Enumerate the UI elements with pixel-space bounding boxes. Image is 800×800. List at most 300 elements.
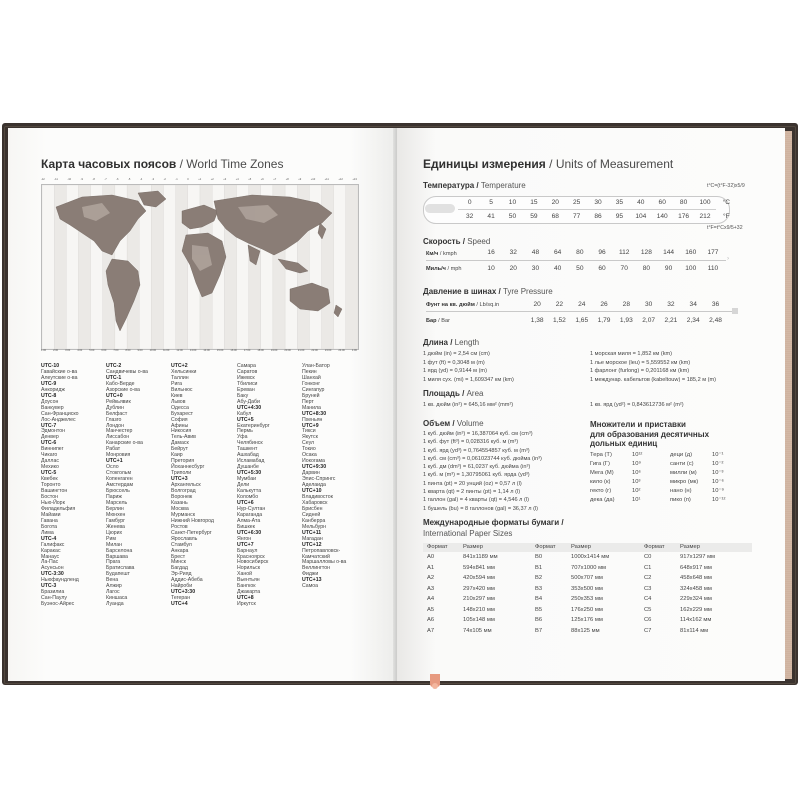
celsius-value: 100: [699, 199, 711, 206]
utc-offset-label: UTC-9: [41, 380, 57, 387]
bar-value: 2,21: [664, 317, 678, 324]
local-time-tick: 12:00: [176, 349, 183, 352]
city-name: Екатеринбург: [237, 422, 270, 429]
paper-size-table: [640, 543, 752, 636]
prefix-name: Мега (М): [590, 470, 614, 476]
celsius-value: 15: [530, 199, 538, 206]
city-name: Амстердам: [106, 482, 134, 489]
prefixes-heading-line: дольных единиц: [590, 439, 658, 448]
city-name: Брест: [171, 553, 186, 560]
fahrenheit-value: 104: [635, 213, 647, 220]
volume-conversion: 1 куб. см (cm³) = 0,061023744 куб. дюйма (in³): [423, 455, 542, 462]
city-name: Якутск: [302, 434, 318, 441]
utc-offset-tick: -6: [116, 178, 119, 181]
utc-offset-label: UTC+11: [302, 529, 322, 536]
local-time-tick: 4:00: [77, 349, 83, 352]
city-name: Камчатский: [302, 553, 330, 560]
bar-value: 1,65: [575, 317, 589, 324]
paper-format: C5: [644, 606, 652, 613]
mph-value: 40: [553, 265, 562, 272]
prefix-row: [670, 496, 725, 505]
page-edges: [785, 131, 792, 679]
city-name: Тель-Авив: [171, 434, 196, 441]
city-name: Перт: [302, 398, 314, 405]
prefix-row: [590, 451, 642, 460]
world-map: [41, 184, 359, 350]
mph-values: [480, 265, 724, 272]
city-name: Петропавловск-: [302, 547, 341, 554]
city-name: Брюссель: [106, 488, 130, 495]
bar-value: 2,07: [642, 317, 656, 324]
mph-value: 10: [487, 265, 495, 272]
fahrenheit-value: 176: [678, 213, 690, 220]
volume-conversion: 1 пинта (pt) = 20 унций (oz) = 0,57 л (l): [423, 480, 522, 487]
paper-table-header: [423, 543, 535, 552]
city-name: Кабо-Верде: [106, 380, 135, 387]
celsius-value: 30: [594, 199, 602, 206]
paper-dimensions: 648x917 мм: [680, 564, 712, 571]
utc-offset-tick: +6: [260, 178, 264, 181]
city-name: Осака: [302, 452, 317, 459]
local-time-tick: 3:00: [65, 349, 71, 352]
prefix-factor: 10⁻²: [712, 461, 724, 467]
paper-format: B6: [535, 617, 543, 623]
city-name: Львов: [171, 398, 186, 405]
format-column-header: Формат: [535, 544, 556, 550]
city-name: Эдмонтон: [41, 428, 65, 435]
city-name: Воронеж: [171, 493, 193, 500]
city-name: Дели: [237, 482, 250, 489]
city-name: Таллин: [171, 374, 189, 381]
utc-offset-label: UTC+7: [237, 541, 254, 548]
psi-value: 28: [622, 301, 630, 308]
local-time-tick: 15:00: [216, 349, 224, 352]
city-name: Никосия: [171, 428, 192, 435]
paper-sizes-heading-en: International Paper Sizes: [423, 529, 513, 538]
utc-offset-tick: -1: [175, 178, 178, 181]
city-name: Берлин: [106, 505, 124, 512]
local-time-tick: 9:00: [137, 349, 143, 352]
paper-size-row: [640, 626, 752, 637]
city-name: Магадан: [302, 535, 323, 542]
city-name: Асунсьон: [41, 565, 64, 572]
city-name: Норильск: [237, 565, 261, 572]
volume-conversions: [423, 430, 542, 513]
city-name: Казань: [171, 499, 188, 506]
city-name: Рабат: [106, 446, 121, 453]
paper-size-row: [531, 552, 643, 563]
local-time-tick: 5:00: [89, 349, 95, 352]
city-name: Веллингтон: [302, 565, 330, 572]
volume-conversion: 1 куб. дм (dm³) = 61,0237 куб. дюйма (in³): [423, 464, 531, 471]
time-zone-band: [346, 185, 358, 349]
celsius-value: °C: [722, 199, 731, 206]
city-name: Элис-Спрингс: [302, 476, 336, 483]
celsius-values: [459, 199, 737, 206]
local-time-tick: 2:00: [53, 349, 59, 352]
city-name: Лондон: [106, 422, 124, 429]
city-name: Челябинск: [237, 440, 263, 447]
utc-offset-label: UTC+6:30: [237, 529, 262, 536]
city-name: Азорские о-ва: [106, 386, 140, 393]
city-name: Санкт-Петербург: [171, 529, 212, 536]
time-zone-column: [237, 364, 270, 608]
prefix-factor: 10²: [632, 488, 641, 494]
city-name: Лагос: [106, 589, 120, 596]
paper-format: A7: [427, 627, 435, 634]
utc-offset-label: UTC+3: [171, 476, 188, 483]
city-name: Уфа: [237, 434, 248, 441]
paper-dimensions: 707x1000 мм: [571, 564, 607, 571]
paper-size-row: [531, 594, 643, 605]
kmph-value: 96: [598, 249, 606, 256]
utc-offset-tick: +10: [310, 178, 316, 181]
city-name: Найроби: [171, 583, 193, 590]
city-name: Варшава: [106, 553, 128, 560]
prefix-factor: 10⁻⁶: [712, 479, 724, 485]
city-name: Бухарест: [171, 410, 194, 417]
city-name: Осло: [106, 464, 119, 471]
city-name: Дублин: [106, 404, 124, 411]
paper-size-row: [640, 573, 752, 584]
utc-offset-label: UTC+5: [237, 416, 254, 423]
city-name: Караганда: [237, 511, 263, 518]
kmph-value: 32: [509, 249, 517, 256]
celsius-value: 25: [572, 199, 581, 206]
utc-offset-tick: -2: [163, 178, 166, 181]
utc-offset-label: UTC+12: [302, 541, 322, 548]
fahrenheit-value: 77: [572, 213, 581, 220]
city-name: Токио: [302, 446, 316, 453]
prefix-row: [590, 469, 642, 478]
psi-value: 22: [555, 301, 564, 308]
kmph-label: Км/ч / kmph: [426, 251, 457, 257]
local-time-tick: 19:00: [270, 349, 278, 352]
city-name: Филадельфия: [41, 505, 76, 512]
prefixes-multiples: [590, 451, 642, 505]
city-name: Пермь: [237, 428, 253, 435]
paper-size-table: [531, 543, 643, 636]
world-time-zones-title: Карта часовых поясов / World Time Zones: [41, 157, 284, 171]
paper-dimensions: 162x229 мм: [680, 606, 712, 613]
fahrenheit-value: 212: [699, 213, 711, 220]
city-name: Сандвичевы о-ва: [106, 368, 148, 375]
paper-size-row: [423, 563, 535, 574]
psi-value: 36: [711, 301, 720, 308]
bar-value: 1,52: [553, 317, 566, 324]
city-name: Самара: [237, 363, 256, 369]
city-name: Триполи: [171, 470, 192, 477]
city-name: Рим: [106, 535, 116, 542]
city-name: Майами: [41, 511, 61, 518]
prefix-factor: 10¹: [632, 497, 641, 503]
city-name: Гавана: [41, 517, 58, 524]
city-name: Ростов: [171, 523, 188, 530]
bar-label: Бар / Bar: [426, 318, 450, 324]
time-zone-column: [106, 364, 148, 608]
city-name: Алма-Ата: [237, 517, 261, 524]
psi-value: 20: [533, 301, 541, 308]
speed-scale-line: [426, 260, 726, 261]
paper-dimensions: 114x162 мм: [680, 617, 712, 623]
local-time-tick: 17:00: [243, 349, 251, 352]
fahrenheit-value: 41: [487, 213, 495, 220]
mph-value: 30: [531, 265, 540, 272]
length-conversion: 1 дюйм (in) = 2,54 см (cm): [423, 351, 490, 357]
city-name: Ижевск: [237, 374, 255, 381]
paper-format: A1: [427, 564, 435, 571]
utc-offset-label: UTC+3:30: [171, 589, 196, 596]
paper-format: C4: [644, 596, 652, 602]
length-conversion: 1 междунар. кабельтов (kabeltouw) = 185,2 м (m): [590, 376, 717, 383]
paper-format: A0: [427, 554, 435, 560]
city-name: Пхеньян: [302, 416, 323, 423]
celsius-value: 60: [658, 199, 666, 206]
prefix-row: [670, 460, 725, 469]
local-time-tick: 6:00: [101, 349, 107, 352]
city-name: Буэнос-Айрес: [41, 601, 75, 608]
length-conversion: 1 ярд (yd) = 0,9144 м (m): [423, 368, 487, 375]
utc-offset-label: UTC+10: [302, 488, 322, 495]
city-name: Саратов: [237, 368, 258, 375]
city-name: Стамбул: [171, 541, 192, 548]
city-name: Стокгольм: [106, 470, 132, 477]
paper-dimensions: 250x353 мм: [571, 596, 603, 602]
city-name: Вена: [106, 577, 119, 584]
paper-dimensions: 500x707 мм: [571, 575, 603, 581]
fahrenheit-values: [459, 213, 737, 220]
paper-dimensions: 176x250 мм: [571, 606, 603, 613]
city-name: Сеул: [302, 440, 315, 447]
city-name: Ярославль: [171, 535, 198, 542]
kmph-value: 80: [576, 249, 584, 256]
city-name: Эр-Рияд: [171, 571, 192, 578]
paper-dimensions: 324x458 мм: [680, 585, 712, 592]
utc-offset-tick: +7: [273, 178, 277, 181]
paper-dimensions: 594x841 мм: [463, 564, 495, 571]
paper-size-row: [640, 563, 752, 574]
local-time-tick: 1:00: [351, 349, 357, 352]
temperature-heading: Температура / Temperature: [423, 181, 526, 190]
utc-offset-label: UTC+1: [106, 458, 123, 465]
time-zone-band: [151, 185, 163, 349]
city-name: Нижний Новгород: [171, 517, 214, 524]
length-conversion: 1 миля сух. (mi) = 1,609347 км (km): [423, 376, 514, 383]
utc-offset-label: UTC+13: [302, 577, 322, 584]
paper-format: B2: [535, 575, 543, 581]
paper-format: C6: [644, 617, 652, 623]
utc-offset-tick: -11: [54, 178, 58, 181]
paper-format: B0: [535, 554, 543, 560]
utc-offset-tick: +4: [235, 178, 239, 181]
prefixes-heading-line: для образования десятичных: [590, 429, 710, 439]
celsius-value: 0: [467, 199, 472, 206]
utc-offset-tick: -3: [151, 178, 155, 181]
area-heading: Площадь / Area: [423, 389, 484, 398]
area-conversion-left: 1 кв. дюйм (in²) = 645,16 мм² (mm²): [423, 402, 514, 408]
city-name: Даллас: [41, 458, 59, 465]
city-name: Бишкек: [237, 523, 255, 530]
city-name: Маршалловы о-ва: [302, 559, 347, 566]
city-name: Киев: [171, 392, 183, 399]
fahrenheit-value: 86: [594, 213, 602, 220]
psi-values: [526, 301, 727, 308]
utc-offset-tick: +5: [248, 178, 252, 181]
utc-offset-label: UTC+0: [106, 392, 123, 399]
paper-sizes-heading-ru: Международные форматы бумаги /: [423, 518, 564, 527]
prefix-row: [590, 478, 642, 487]
length-conversion: 1 лье морское (leu) = 5,559552 км (km): [590, 359, 691, 366]
size-column-header: Размер: [571, 544, 591, 550]
utc-offset-label: UTC-3:30: [41, 571, 64, 578]
utc-offset-tick: +8: [285, 178, 289, 181]
volume-conversion: 1 куб. ярд (yd³) = 0,764554857 куб. м (m³): [423, 447, 530, 454]
area-conversion-right: 1 кв. ярд (yd²) = 0,843612736 м² (m²): [590, 402, 684, 408]
size-column-header: Размер: [680, 544, 700, 550]
utc-offset-label: UTC+8:30: [302, 410, 327, 417]
bar-value: 2,48: [709, 317, 722, 324]
fahrenheit-formula: t°F=t°Cx9/5+32: [707, 225, 743, 231]
paper-dimensions: 210x297 мм: [463, 596, 495, 602]
city-name: Канарские о-ва: [106, 440, 143, 447]
fahrenheit-value: 140: [656, 213, 668, 220]
utc-offset-label: UTC-2: [106, 363, 122, 369]
paper-size-row: [423, 584, 535, 595]
volume-conversion: 1 кварта (qt) = 2 пинты (pt) = 1,14 л (l): [423, 489, 521, 496]
city-name: Рейкьявик: [106, 398, 131, 405]
city-name: Братислава: [106, 565, 135, 572]
time-zone-band: [42, 185, 54, 349]
city-name: Сан-Франциско: [41, 410, 79, 417]
local-time-tick: 13:00: [189, 349, 197, 352]
kmph-value: 160: [685, 249, 697, 256]
city-name: Белфаст: [106, 410, 128, 417]
utc-offset-tick: +13: [352, 178, 357, 181]
prefix-name: пико (п): [670, 497, 691, 503]
utc-offset-label: UTC-8: [41, 392, 57, 399]
city-name: Каракас: [41, 547, 61, 554]
celsius-value: 35: [615, 199, 624, 206]
mph-value: 70: [620, 265, 628, 272]
time-zone-column: [171, 364, 214, 608]
paper-format: C1: [644, 564, 652, 571]
celsius-value: 5: [489, 199, 493, 206]
city-name: Вильнюс: [171, 386, 193, 393]
city-name: Ташкент: [237, 446, 258, 453]
prefix-name: деци (д): [670, 452, 693, 458]
city-name: Улан-Батор: [302, 363, 330, 369]
local-time-tick: 10:00: [149, 349, 157, 352]
city-name: Барнаул: [237, 547, 258, 554]
paper-size-row: [423, 626, 535, 637]
paper-format: A6: [427, 617, 435, 623]
utc-offset-tick: -8: [92, 178, 95, 181]
paper-size-row: [423, 605, 535, 616]
paper-dimensions: 841x1189 мм: [463, 554, 498, 560]
city-name: Москва: [171, 505, 189, 512]
city-name: Милан: [106, 541, 122, 548]
city-name: Барселона: [106, 547, 133, 554]
local-time-tick: 24:00: [338, 349, 345, 352]
paper-size-row: [531, 584, 643, 595]
prefixes-heading-line: Множители и приставки: [590, 420, 686, 429]
utc-offset-label: UTC+4:30: [237, 404, 262, 411]
kmph-value: 144: [663, 249, 675, 256]
fahrenheit-value: 50: [508, 213, 517, 220]
local-time-tick: 1:00: [41, 349, 47, 352]
kmph-values: [480, 249, 724, 256]
paper-dimensions: 88x125 мм: [571, 627, 600, 634]
paper-size-row: [640, 615, 752, 626]
paper-dimensions: 917x1297 мм: [680, 554, 716, 560]
psi-value: 26: [600, 301, 608, 308]
city-name: Ереван: [237, 386, 255, 393]
utc-offset-tick: +1: [198, 178, 202, 181]
paper-format: B1: [535, 564, 543, 571]
bar-value: 1,93: [619, 317, 633, 324]
city-name: Монровия: [106, 452, 131, 459]
utc-offset-tick: -7: [104, 178, 107, 181]
city-name: Абу-Даби: [237, 398, 260, 405]
city-name: Дарвин: [302, 470, 320, 477]
city-name: Анкара: [171, 547, 189, 554]
utc-offset-label: UTC+9:30: [302, 464, 327, 471]
utc-offset-label: UTC+4: [171, 601, 188, 608]
city-name: Анкоридж: [41, 386, 65, 393]
psi-value: 30: [644, 301, 653, 308]
paper-format: A4: [427, 596, 435, 602]
city-name: Душанбе: [237, 464, 259, 471]
city-name: Баку: [237, 392, 249, 399]
city-name: Торонто: [41, 482, 61, 489]
utc-offset-tick: +9: [298, 178, 302, 181]
mph-value: 80: [642, 265, 651, 272]
city-name: Янгон: [237, 535, 252, 542]
fahrenheit-value: 32: [466, 213, 474, 220]
paper-size-row: [531, 573, 643, 584]
city-name: Каир: [171, 452, 183, 459]
paper-format: A5: [427, 606, 435, 613]
fahrenheit-value: 68: [551, 213, 559, 220]
prefix-row: [590, 487, 642, 496]
local-time-tick: 11:00: [163, 349, 170, 352]
celsius-value: 10: [508, 199, 517, 206]
city-name: Киншаса: [106, 595, 128, 602]
local-time-tick: 16:00: [230, 349, 237, 352]
city-name: Сан-Паулу: [41, 595, 67, 602]
city-name: Шанхай: [302, 374, 321, 381]
city-name: Багдад: [171, 565, 188, 572]
prefix-name: дека (да): [590, 497, 615, 503]
prefix-factor: 10⁻⁹: [712, 488, 724, 494]
utc-offset-tick: +11: [324, 178, 329, 181]
paper-size-table: [423, 543, 535, 636]
speed-arrow: ›: [727, 255, 730, 262]
city-name: Доусон: [41, 398, 59, 405]
prefix-factor: 10³: [632, 479, 641, 485]
length-conversions-right: [590, 350, 716, 384]
utc-offset-tick: -9: [80, 178, 83, 181]
city-name: Архангельск: [171, 482, 201, 489]
kmph-value: 177: [707, 249, 719, 256]
prefix-name: гекто (г): [590, 488, 612, 494]
city-name: Бангкок: [237, 583, 256, 590]
city-name: Тикси: [302, 428, 316, 435]
length-conversion: 1 морская миля = 1,852 км (km): [590, 351, 673, 357]
city-name: Пекин: [302, 368, 317, 375]
world-map-graphic: [42, 185, 358, 349]
city-name: Аделаида: [302, 482, 326, 489]
